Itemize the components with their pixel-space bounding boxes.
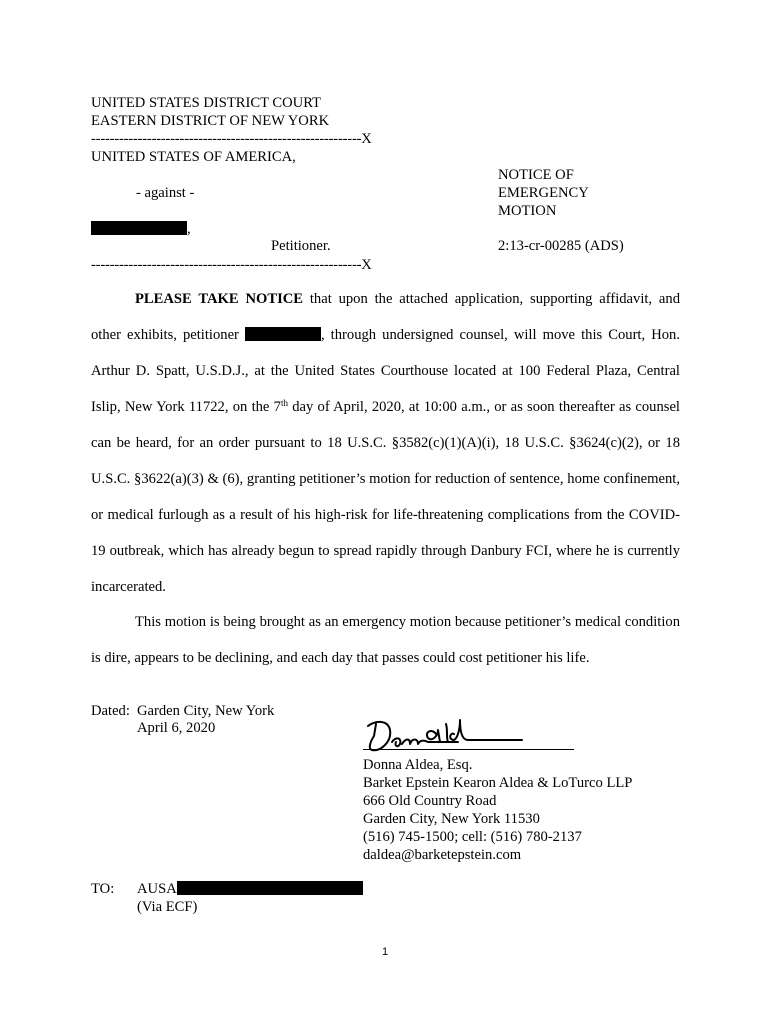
- redaction-recipient: [177, 881, 363, 895]
- court-name: UNITED STATES DISTRICT COURT: [91, 95, 321, 111]
- notice-title-line1: NOTICE OF: [498, 167, 574, 183]
- redaction-defendant: [91, 221, 187, 235]
- dated-label: Dated:: [91, 703, 130, 719]
- caption-divider-top: ----------------------------------------------------------X: [91, 131, 372, 147]
- to-label: TO:: [91, 881, 115, 897]
- signature-line: [363, 749, 574, 750]
- notice-title-line3: MOTION: [498, 203, 557, 219]
- case-number: 2:13-cr-00285 (ADS): [498, 238, 624, 254]
- attorney-email: daldea@barketepstein.com: [363, 847, 522, 863]
- firm-city: Garden City, New York 11530: [363, 811, 540, 827]
- attorney-name: Donna Aldea, Esq.: [363, 757, 473, 773]
- notice-paragraph: PLEASE TAKE NOTICE that upon the attached application, supporting affidavit, and other exhibits, petitioner , through undersigned counsel, will move this Court, Hon. Arthur D. Spatt, U.S.D.J., at the United States Courthouse located at 100 Federal Plaza, Central Islip, New York 11722, on the 7th day of April, 2020, at 10:00 a.m., or as soon thereafter as counsel can be heard, for an order pursuant to 18 U.S.C. §3582(c)(1)(A)(i), 18 U.S.C. §3624(c)(2), or 18 U.S.C. §3622(a)(3) & (6), granting petitioner’s motion for reduction of sentence, home confinement, or medical furlough as a result of his high-risk for life-threatening complications from the COVID-19 outbreak, which has already begun to spread rapidly through Danbury FCI, where he is currently incarcerated.: [91, 291, 680, 595]
- emergency-paragraph: This motion is being brought as an emergency motion because petitioner’s medical condition is dire, appears to be declining, and each day that passes could cost petitioner his life.: [91, 614, 680, 666]
- recipient-line: [137, 880, 363, 898]
- court-district: EASTERN DISTRICT OF NEW YORK: [91, 113, 330, 129]
- please-take-notice: PLEASE TAKE NOTICE: [135, 291, 304, 307]
- page-number: 1: [381, 946, 389, 958]
- firm-street: 666 Old Country Road: [363, 793, 497, 809]
- defendant-line: [91, 220, 191, 238]
- law-firm: Barket Epstein Kearon Aldea & LoTurco LLP: [363, 775, 633, 791]
- firm-phone: (516) 745-1500; cell: (516) 780-2137: [363, 829, 582, 845]
- petitioner-role: Petitioner.: [271, 238, 331, 254]
- defendant-comma: ,: [187, 221, 191, 237]
- redaction-petitioner: [245, 327, 321, 341]
- plaintiff-name: UNITED STATES OF AMERICA,: [91, 149, 296, 165]
- dated-date: April 6, 2020: [137, 720, 216, 736]
- dated-place: Garden City, New York: [137, 703, 275, 719]
- delivery-method: (Via ECF): [137, 899, 198, 915]
- recipient-title: AUSA: [137, 881, 177, 897]
- notice-title-line2: EMERGENCY: [498, 185, 589, 201]
- against-label: - against -: [136, 185, 195, 201]
- caption-divider-bottom: ----------------------------------------------------------X: [91, 257, 372, 273]
